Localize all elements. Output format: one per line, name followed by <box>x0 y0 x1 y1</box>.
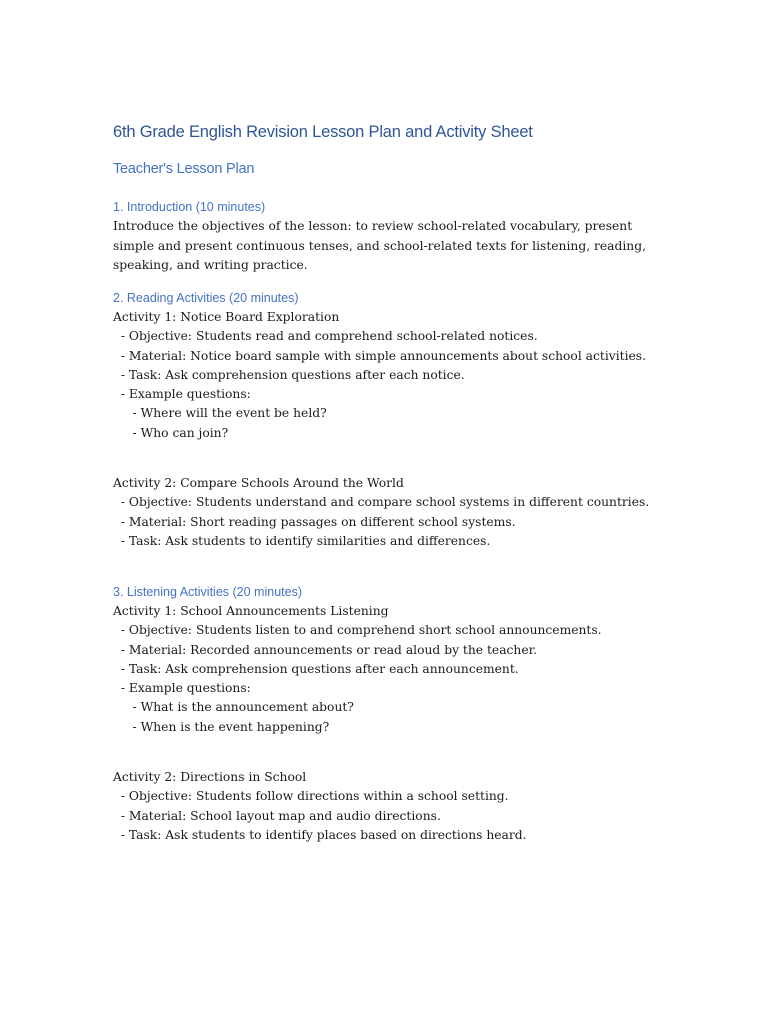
list-item: - Task: Ask students to identify similarities and differences. <box>113 533 491 548</box>
list-item: - What is the announcement about? <box>113 700 354 715</box>
list-item: - Material: Short reading passages on different school systems. <box>113 514 516 529</box>
activity-title: Activity 1: Notice Board Exploration <box>113 310 340 324</box>
spacer <box>113 737 673 768</box>
activity-title: Activity 2: Directions in School <box>113 770 307 785</box>
section-listening-activities <box>113 583 673 845</box>
section-reading-activities <box>113 289 673 551</box>
list-item: - Objective: Students follow directions within a school setting. <box>113 789 509 804</box>
list-item: - Task: Ask comprehension questions after each notice. <box>113 367 465 382</box>
list-item: - Material: Recorded announcements or read aloud by the teacher. <box>113 642 538 657</box>
list-item: - Task: Ask comprehension questions after each announcement. <box>113 661 519 676</box>
activity-block <box>113 602 673 737</box>
section-heading: 3. Listening Activities (20 minutes) <box>113 585 302 599</box>
activity-block <box>113 308 673 443</box>
list-item: - Objective: Students read and comprehend school-related notices. <box>113 329 538 344</box>
list-item: - Material: School layout map and audio directions. <box>113 808 441 823</box>
list-item: - Who can join? <box>113 425 229 440</box>
activity-block <box>113 474 673 551</box>
introduction-paragraph: Introduce the objectives of the lesson: to review school-related vocabulary, present simple and present continuous tenses, and school-related texts for listening, reading, speaking, and writing practice. <box>113 219 646 272</box>
list-item: - Objective: Students understand and compare school systems in different countries. <box>113 495 650 510</box>
list-item: - Example questions: <box>113 387 251 402</box>
activity-block <box>113 768 673 845</box>
activity-title: Activity 2: Compare Schools Around the World <box>113 476 404 491</box>
section-heading: 2. Reading Activities (20 minutes) <box>113 291 299 305</box>
activity-title: Activity 1: School Announcements Listening <box>113 604 389 618</box>
section-heading: 1. Introduction (10 minutes) <box>113 200 266 214</box>
section-introduction <box>113 198 673 276</box>
list-item: - Material: Notice board sample with simple announcements about school activities. <box>113 348 647 363</box>
spacer <box>113 443 673 474</box>
list-item: - Task: Ask students to identify places based on directions heard. <box>113 827 527 842</box>
document-title: 6th Grade English Revision Lesson Plan and Activity Sheet <box>113 123 533 141</box>
list-item: - Objective: Students listen to and comprehend short school announcements. <box>113 623 602 638</box>
document-subtitle: Teacher's Lesson Plan <box>113 161 255 177</box>
list-item: - Example questions: <box>113 681 251 696</box>
list-item: - Where will the event be held? <box>113 406 327 421</box>
list-item: - When is the event happening? <box>113 719 330 734</box>
